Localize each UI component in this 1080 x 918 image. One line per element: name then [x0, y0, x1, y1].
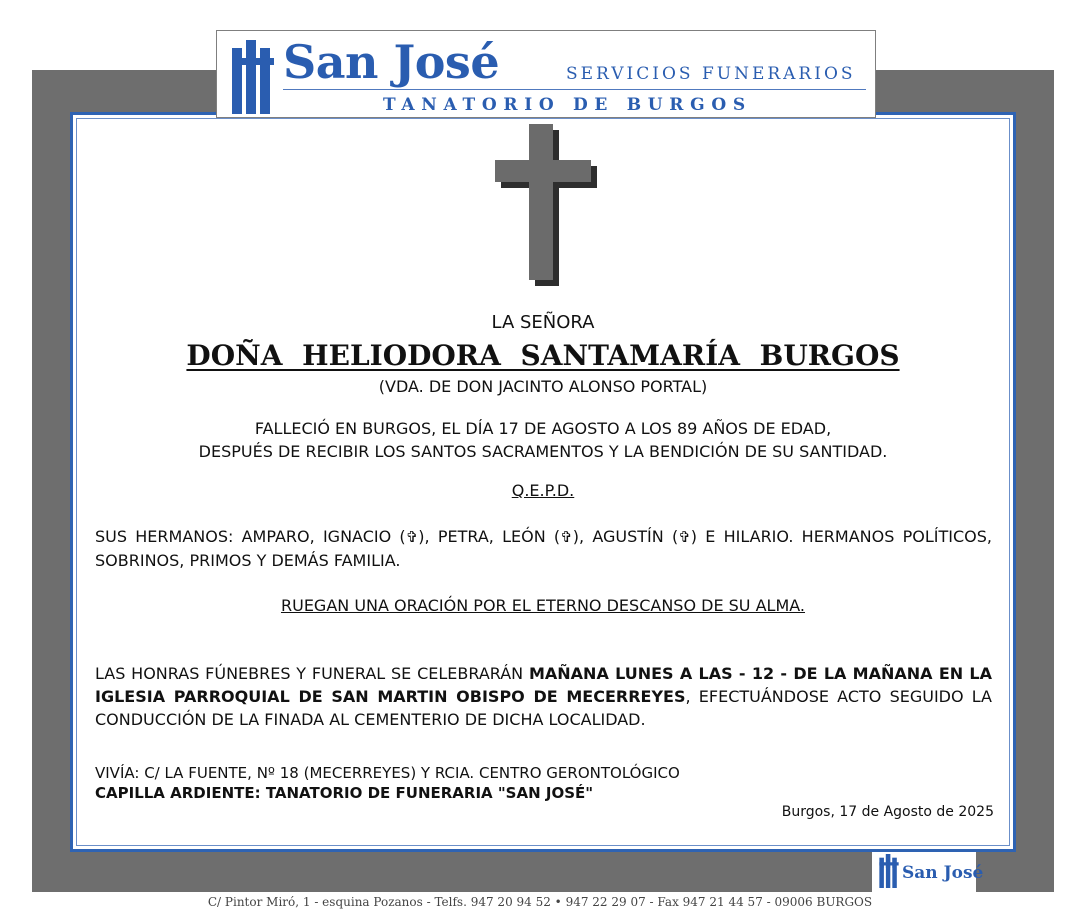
deceased-name: DOÑA HELIODORA SANTAMARÍA BURGOS: [186, 339, 900, 372]
chapel-line: CAPILLA ARDIENTE: TANATORIO DE FUNERARIA "SAN JOSÉ": [95, 784, 594, 802]
funeral-paragraph: [95, 662, 992, 731]
deceased-cross-icon: ✞: [405, 528, 419, 546]
brand-name: San José: [283, 35, 500, 89]
prayer-request: RUEGAN UNA ORACIÓN POR EL ETERNO DESCANSO DE SU ALMA.: [280, 596, 805, 615]
widow-line: (VDA. DE DON JACINTO ALONSO PORTAL): [378, 377, 708, 396]
residence-line: VIVÍA: C/ LA FUENTE, Nº 18 (MECERREYES) Y RCIA. CENTRO GERONTOLÓGICO: [95, 764, 680, 782]
death-line-2: DESPUÉS DE RECIBIR LOS SANTOS SACRAMENTOS Y LA BENDICIÓN DE SU SANTIDAD.: [198, 442, 888, 461]
family-text-1: SUS HERMANOS: AMPARO, IGNACIO (: [95, 527, 406, 546]
notice-date: Burgos, 17 de Agosto de 2025: [781, 804, 994, 820]
deceased-cross-icon: ✞: [678, 528, 691, 546]
tanatorio-label: TANATORIO DE BURGOS: [383, 95, 752, 115]
family-text-2: ), PETRA, LEÓN (: [418, 527, 561, 546]
latin-cross-icon: [493, 124, 597, 286]
services-label: SERVICIOS FUNERARIOS: [566, 64, 856, 84]
footer-address: C/ Pintor Miró, 1 - esquina Pozanos - Telfs. 947 20 94 52 • 947 22 29 07 - Fax 947 21 44 57 - 09006 BURGOS: [207, 895, 873, 909]
qepd-label: Q.E.P.D.: [511, 481, 575, 500]
family-text-4: ) E HILARIO. HERMANOS POLÍTICOS, SOBRINOS, PRIMOS Y DEMÁS FAMILIA.: [95, 527, 993, 570]
family-text-3: ), AGUSTÍN (: [572, 527, 679, 546]
intro-label: LA SEÑORA: [491, 312, 595, 333]
san-jose-logo-icon: [232, 40, 274, 114]
funeral-text-1: LAS HONRAS FÚNEBRES Y FUNERAL SE CELEBRARÁN: [95, 664, 529, 683]
san-jose-small-logo-icon: [878, 854, 900, 888]
footer-brand: San José: [902, 863, 984, 883]
funeral-text-2: , EFECTUÁNDOSE ACTO SEGUIDO LA CONDUCCIÓN DE LA FINADA AL CEMENTERIO DE DICHA LOCALIDAD.: [95, 687, 992, 729]
funeral-time-place: MAÑANA LUNES A LAS - 12 - DE LA MAÑANA EN LA IGLESIA PARROQUIAL DE SAN MARTIN OBISPO DE MECERREYES: [95, 664, 993, 706]
death-line-1: FALLECIÓ EN BURGOS, EL DÍA 17 DE AGOSTO A LOS 89 AÑOS DE EDAD,: [254, 419, 832, 438]
deceased-cross-icon: ✞: [560, 528, 573, 546]
family-paragraph: [95, 525, 992, 572]
header-divider: [283, 89, 866, 90]
